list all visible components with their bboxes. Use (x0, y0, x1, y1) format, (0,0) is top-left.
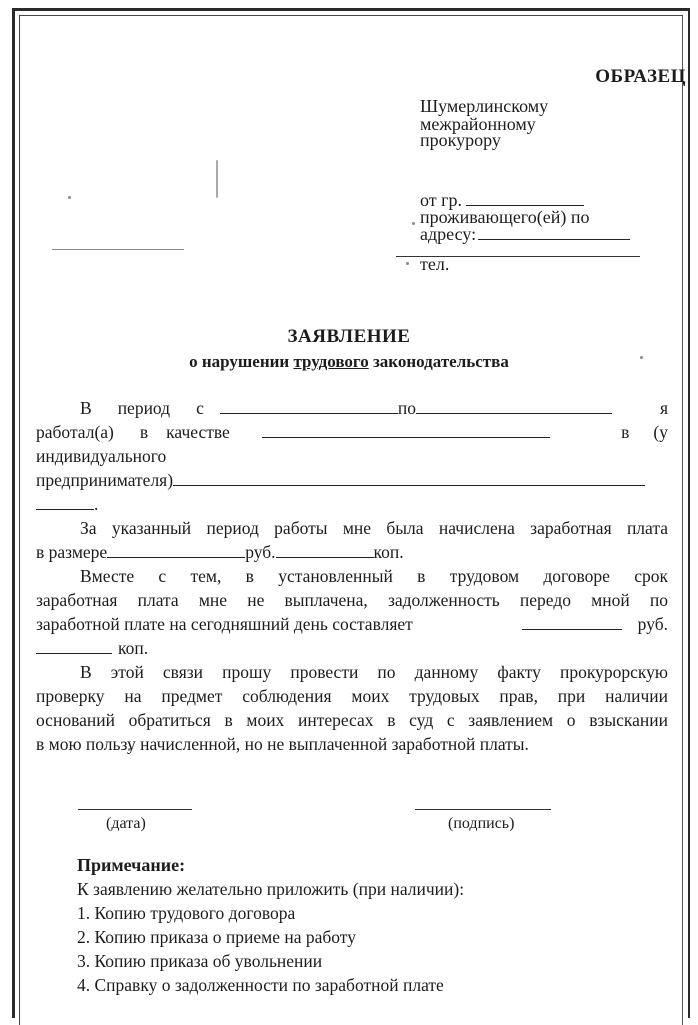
sender-name-blank (466, 191, 584, 206)
note-item: 1. Копию трудового договора (77, 903, 296, 923)
recipient-line-1: Шумерлинскому (420, 96, 549, 116)
period-mark: . (94, 494, 99, 514)
debt-rub-blank (522, 615, 622, 630)
recipient-line-3: прокурору (420, 130, 501, 150)
paragraph-1-line-1 (80, 396, 668, 420)
employer-blank-2 (36, 495, 94, 510)
debt-text: заработной плате на сегодняшний день составляет (36, 614, 413, 634)
scan-speck (406, 262, 409, 265)
date-blank (78, 809, 192, 810)
paragraph-2-line-2 (36, 540, 404, 564)
paragraph-3-line-1: Вместе с тем, в установленный в трудовом договоре срок (80, 566, 668, 586)
debt-kop-blank (36, 639, 112, 654)
paragraph-4-line-1: В этой связи прошу провести по данному факту прокурорскую (80, 662, 668, 682)
word-v-3: в (621, 422, 630, 442)
debt-rub: руб. (637, 614, 668, 634)
word-amount: в размере (36, 542, 108, 562)
signature-blank (415, 809, 551, 810)
sender-address-blank (478, 225, 630, 240)
paragraph-1-line-5 (36, 492, 98, 516)
note-title: Примечание: (77, 855, 186, 875)
word-quality: качестве (166, 422, 230, 442)
scan-speck (412, 222, 415, 225)
word-rub: руб. (245, 542, 276, 562)
sender-residing-label: проживающего(ей) по (420, 207, 590, 227)
paragraph-4-line-3: оснований обратиться в моих интересах в суд с заявлением о взыскании (36, 710, 668, 730)
word-worked: работал(а) (36, 422, 114, 442)
paragraph-3-line-4 (36, 636, 148, 660)
position-blank (262, 423, 550, 438)
word-i: я (659, 398, 668, 418)
paragraph-4-line-4: в мою пользу начисленной, но не выплаченной заработной платы. (36, 734, 529, 754)
word-u: (у (653, 422, 668, 442)
salary-rub-blank (107, 543, 245, 558)
subtitle-part-1: о нарушении (189, 352, 294, 371)
document-subtitle (0, 352, 698, 372)
word-from: с (196, 398, 204, 418)
paragraph-1-line-2 (36, 420, 668, 444)
date-label: (дата) (106, 815, 146, 832)
period-from-blank (220, 399, 398, 414)
sender-from-label: от гр. (420, 190, 463, 210)
salary-kop-blank (276, 543, 374, 558)
paragraph-3-line-3 (36, 612, 668, 636)
employer-blank (173, 471, 645, 486)
note-item: 2. Копию приказа о приеме на работу (77, 927, 356, 947)
document-title: ЗАЯВЛЕНИЕ (287, 326, 411, 347)
scan-speck (216, 160, 218, 198)
note-intro: К заявлению желательно приложить (при наличии): (77, 879, 465, 899)
word-to: по (397, 398, 416, 418)
sender-address (420, 224, 630, 244)
signature-label: (подпись) (448, 815, 515, 832)
word-entrepreneur: предпринимателя) (36, 470, 174, 490)
note-item: 3. Копию приказа об увольнении (77, 951, 323, 971)
word-kop: коп. (373, 542, 404, 562)
stray-line (52, 249, 184, 250)
word-v-2: в (139, 422, 149, 442)
sender-address-label: адресу: (420, 224, 477, 244)
sample-stamp: ОБРАЗЕЦ (595, 66, 686, 87)
word-v: В (80, 398, 92, 418)
paragraph-1-line-3: индивидуального (36, 446, 167, 466)
recipient-line-2: межрайонному (420, 114, 536, 134)
scan-speck (68, 196, 71, 199)
sender-phone-label: тел. (420, 254, 450, 274)
paragraph-3-line-2: заработная плата мне не выплачена, задолженность передо мной по (36, 590, 668, 610)
period-to-blank (416, 399, 612, 414)
word-period: период (117, 398, 171, 418)
subtitle-underlined: трудового (293, 352, 369, 371)
paragraph-1-line-4 (36, 468, 645, 492)
subtitle-part-2: законодательства (368, 352, 509, 371)
paragraph-2-line-1: За указанный период работы мне была начислена заработная плата (80, 518, 668, 538)
debt-kop: коп. (118, 638, 149, 658)
note-item: 4. Справку о задолженности по заработной плате (77, 975, 444, 995)
paragraph-4-line-2: проверку на предмет соблюдения моих трудовых прав, при наличии (36, 686, 668, 706)
